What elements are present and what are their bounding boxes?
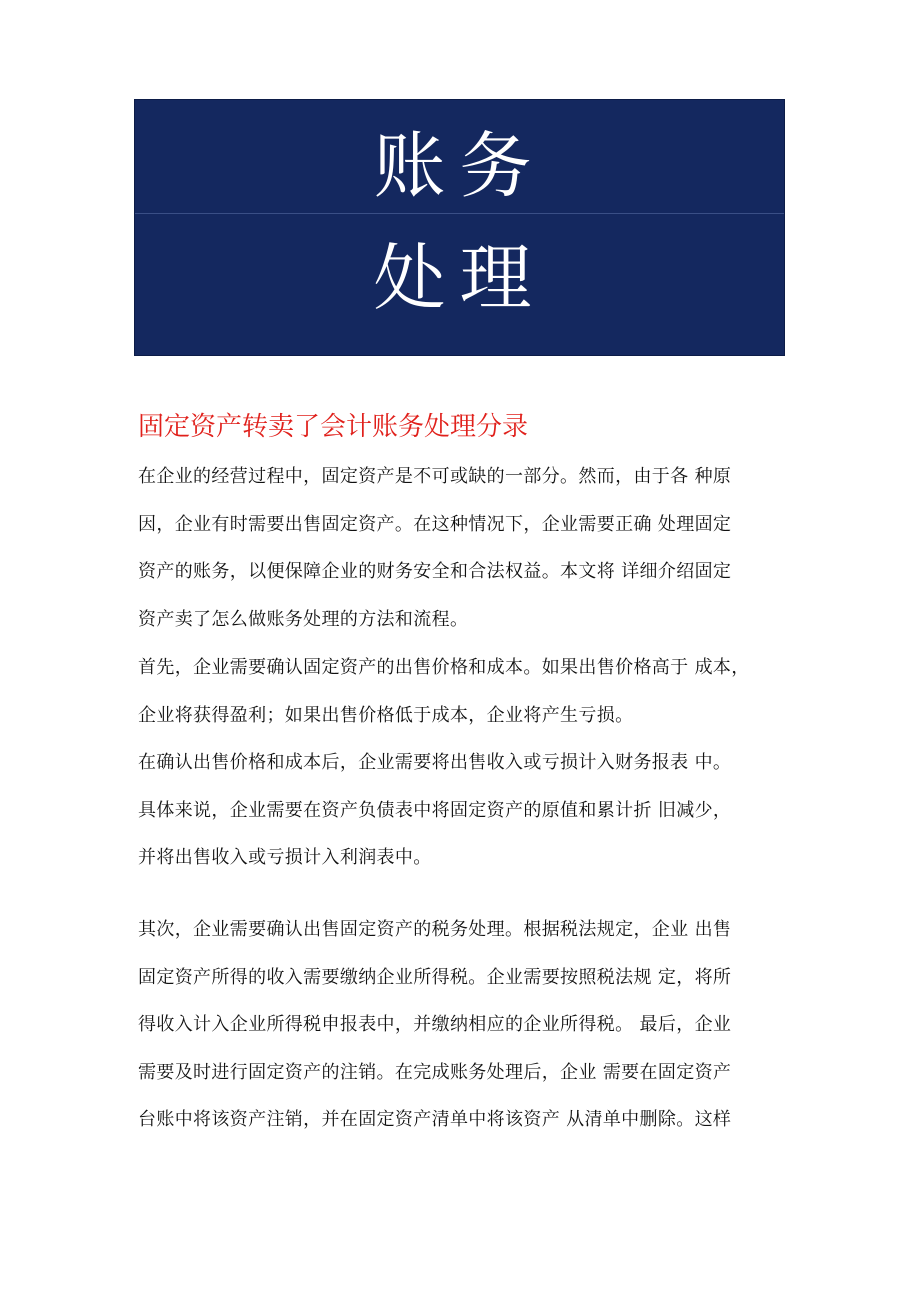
text-line: 首先，企业需要确认固定资产的出售价格和成本。如果出售价格高于 成本， (138, 657, 750, 678)
text-line: 固定资产所得的收入需要缴纳企业所得税。企业需要按照税法规 定，将所 (138, 966, 732, 988)
paragraph-financial-statements (138, 739, 798, 882)
text-line: 并将出售收入或亏损计入利润表中。 (138, 847, 432, 868)
text-line: 需要及时进行固定资产的注销。在完成账务处理后，企业 需要在固定资产 (138, 1061, 732, 1083)
text-line: 因，企业有时需要出售固定资产。在这种情况下，企业需要正确 处理固定 (138, 513, 732, 535)
paragraph-tax-and-cancellation (138, 906, 798, 1144)
text-line: 台账中将该资产注销，并在固定资产清单中将该资产 从清单中删除。这样 (138, 1109, 732, 1130)
text-line: 企业将获得盈利；如果出售价格低于成本，企业将产生亏损。 (138, 704, 634, 726)
text-line: 在企业的经营过程中，固定资产是不可或缺的一部分。然而，由于各 种原 (138, 466, 732, 487)
paragraph-intro (138, 453, 798, 643)
text-line: 具体来说，企业需要在资产负债表中将固定资产的原值和累计折 旧减少， (138, 799, 732, 821)
text-line: 在确认出售价格和成本后，企业需要将出售收入或亏损计入财务报表 中。 (138, 752, 732, 773)
banner-line-1: 账务 (373, 124, 546, 208)
text-line: 其次，企业需要确认出售固定资产的税务处理。根据税法规定，企业 出售 (138, 919, 732, 940)
paragraph-price-cost (138, 644, 798, 739)
banner-line-2: 处理 (373, 236, 546, 320)
title-banner (134, 99, 785, 356)
text-line: 资产卖了怎么做账务处理的方法和流程。 (138, 608, 469, 630)
text-line: 资产的账务，以便保障企业的财务安全和合法权益。本文将 详细介绍固定 (138, 561, 732, 582)
document-title: 固定资产转卖了会计账务处理分录 (138, 412, 529, 442)
banner-divider (135, 213, 784, 214)
text-line: 得收入计入企业所得税申报表中，并缴纳相应的企业所得税。 最后，企业 (138, 1014, 732, 1035)
